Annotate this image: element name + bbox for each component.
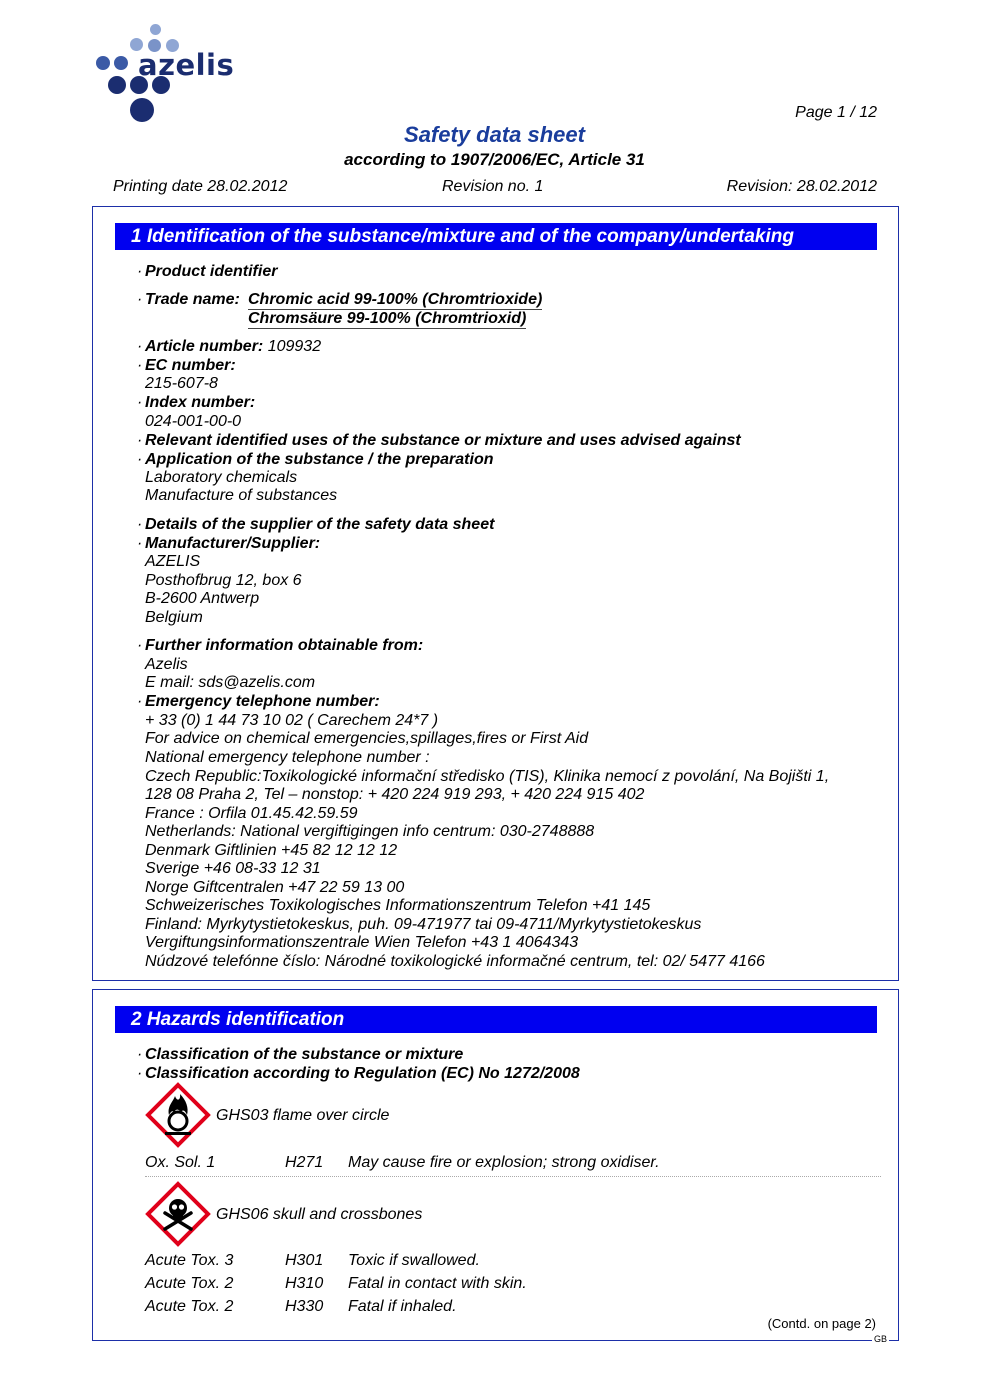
product-identifier-label: Product identifier [145, 263, 278, 280]
emergency-line: Czech Republic:Toxikologické informační středisko (TIS), Klinika nemocí z povolání, Na Bojišti 1, [145, 768, 830, 785]
trade-name-2: Chromsäure 99-100% (Chromtrioxid) [248, 310, 527, 327]
emergency-line: National emergency telephone number : [145, 749, 430, 766]
document-subtitle: according to 1907/2006/EC, Article 31 [344, 150, 645, 169]
address-line: AZELIS [145, 553, 201, 570]
application-label: Application of the substance / the preparation [145, 451, 494, 468]
revision-number: Revision no. 1 [442, 178, 544, 195]
emergency-line: Denmark Giftlinien +45 82 12 12 12 [145, 842, 398, 859]
dotted-divider [145, 1176, 881, 1177]
article-number [145, 338, 321, 356]
address-line: B-2600 Antwerp [145, 590, 260, 607]
emergency-line: Norge Giftcentralen +47 22 59 13 00 [145, 879, 405, 896]
trade-name-label: Trade name: [145, 291, 240, 308]
emergency-line: 128 08 Praha 2, Tel – nonstop: + 420 224 919 293, + 420 224 915 402 [145, 786, 645, 803]
ec-number-label: EC number: [145, 357, 236, 374]
hazard-text: May cause fire or explosion; strong oxidiser. [348, 1154, 660, 1171]
emergency-line: France : Orfila 01.45.42.59.59 [145, 805, 358, 822]
hazard-class: Acute Tox. 2 [145, 1275, 234, 1292]
emergency-line: + 33 (0) 1 44 73 10 02 ( Carechem 24*7 ) [145, 712, 439, 729]
page-number: Page 1 / 12 [795, 104, 877, 121]
section-1-heading: 1 Identification of the substance/mixture and of the company/undertaking [115, 223, 877, 250]
emergency-line: Finland: Myrkytystietokeskus, puh. 09-471977 tai 09-4711/Myrkytystietokeskus [145, 916, 702, 933]
emergency-line: Netherlands: National vergiftigingen info centrum: 030-2748888 [145, 823, 595, 840]
printing-date: Printing date 28.02.2012 [113, 178, 288, 195]
emergency-line: Vergiftungsinformationszentrale Wien Telefon +43 1 4064343 [145, 934, 579, 951]
ghs06-label: GHS06 skull and crossbones [216, 1206, 423, 1223]
hazard-text: Fatal in contact with skin. [348, 1275, 527, 1292]
index-number-value: 024-001-00-0 [145, 413, 242, 430]
flame-over-circle-icon [145, 1082, 211, 1148]
logo-wordmark: azelis [138, 48, 235, 82]
application-1: Laboratory chemicals [145, 469, 298, 486]
relevant-uses-label: Relevant identified uses of the substance or mixture and uses advised against [145, 432, 741, 449]
section-2-heading: 2 Hazards identification [115, 1006, 877, 1033]
classification-regulation-label: Classification according to Regulation (EC) No 1272/2008 [145, 1065, 580, 1082]
further-info-label: Further information obtainable from: [145, 637, 424, 654]
ec-number-value: 215-607-8 [145, 375, 218, 392]
continued-note: (Contd. on page 2) [767, 1316, 876, 1331]
address-line: Belgium [145, 609, 203, 626]
hazard-code: H271 [285, 1154, 324, 1171]
emergency-line: Schweizerisches Toxikologisches Informationszentrum Telefon +41 145 [145, 897, 651, 914]
further-info-email: E mail: sds@azelis.com [145, 674, 316, 691]
hazard-class: Acute Tox. 3 [145, 1252, 234, 1269]
document-title: Safety data sheet [404, 122, 585, 147]
hazard-code: H301 [285, 1252, 324, 1269]
hazard-code: H330 [285, 1298, 324, 1315]
address-line: Posthofbrug 12, box 6 [145, 572, 302, 589]
hazard-text: Fatal if inhaled. [348, 1298, 457, 1315]
application-2: Manufacture of substances [145, 487, 338, 504]
emergency-line: Núdzové telefónne číslo: Národné toxikologické informačné centrum, tel: 02/ 5477 4166 [145, 953, 765, 970]
article-number-label: Article number: [145, 338, 264, 355]
supplier-details-label: Details of the supplier of the safety data sheet [145, 516, 495, 533]
azelis-logo [92, 18, 252, 128]
manufacturer-label: Manufacturer/Supplier: [145, 535, 321, 552]
further-info-line: Azelis [145, 656, 188, 673]
section-1-box: 1 Identification of the substance/mixture and of the company/undertaking · Product identifier · Trade name: Chromic acid 99-100% (Chromtrioxide) Chromsäure 99-100% (Chromtrioxid) · Article number: 109932 · EC number: 215-607-8 · Index number: 024-001-00-0 · Relevant identified uses of the substance or mixture and uses advised against · Application of the substance / the preparation Laboratory chemicals Manufacture of substances · Details of the supplier of the safety data sheet · Manufacturer/Supplier: AZELIS Posthofbrug 12, box 6 B-2600 Antwerp Belgium · Further information obtainable from: Azelis E mail: sds@azelis.com · Emergency telephone number: + 33 (0) 1 44 73 10 02 ( Carechem 24*7 ) For advice on chemical emergencies,spillages,fires or First Aid National emergency telephone number : Czech Republic:Toxikologické informační středisko (TIS), Klinika nemocí z povolání, Na Bojišti 1, 128 08 Praha 2, Tel – nonstop: + 420 224 919 293, + 420 224 915 402 France : Orfila 01.45.42.59.59 Netherlands: National vergiftigingen info centrum: 030-2748888 Denmark Giftlinien +45 82 12 12 12 Sverige +46 08-33 12 31 Norge Giftcentralen +47 22 59 13 00 Schweizerisches Toxikologisches Informationszentrum Telefon +41 145 Finland: Myrkytystietokeskus, puh. 09-471977 tai 09-4711/Myrkytystietokeskus Vergiftungsinformationszentrale Wien Telefon +43 1 4064343 Núdzové telefónne číslo: Národné toxikologické informačné centrum, tel: 02/ 5477 4166 [92, 206, 899, 981]
article-number-value: 109932 [267, 338, 322, 355]
hazard-class: Ox. Sol. 1 [145, 1154, 216, 1171]
index-number-label: Index number: [145, 394, 256, 411]
emergency-line: Sverige +46 08-33 12 31 [145, 860, 321, 877]
hazard-text: Toxic if swallowed. [348, 1252, 480, 1269]
revision-date: Revision: 28.02.2012 [726, 178, 877, 195]
hazard-code: H310 [285, 1275, 324, 1292]
language-code: GB [873, 1334, 887, 1344]
emergency-line: For advice on chemical emergencies,spillages,fires or First Aid [145, 730, 589, 747]
section-2-box: 2 Hazards identification · Classification of the substance or mixture · Classification according to Regulation (EC) No 1272/2008 GHS03 flame over circle Ox. Sol. 1 H271 May cause fire or explosion; strong oxidiser. GHS06 skull and crossbones Acute Tox. 3 H301 Toxic if swallowed. Acute Tox. 2 H310 Fatal in contact with skin. Acute Tox. 2 H330 Fatal if inhaled. (Contd. on page 2) [92, 989, 899, 1341]
ghs03-label: GHS03 flame over circle [216, 1107, 390, 1124]
trade-name-1: Chromic acid 99-100% (Chromtrioxide) [248, 291, 543, 308]
hazard-class: Acute Tox. 2 [145, 1298, 234, 1315]
classification-label: Classification of the substance or mixture [145, 1046, 464, 1063]
emergency-label: Emergency telephone number: [145, 693, 380, 710]
skull-and-crossbones-icon [145, 1181, 211, 1247]
